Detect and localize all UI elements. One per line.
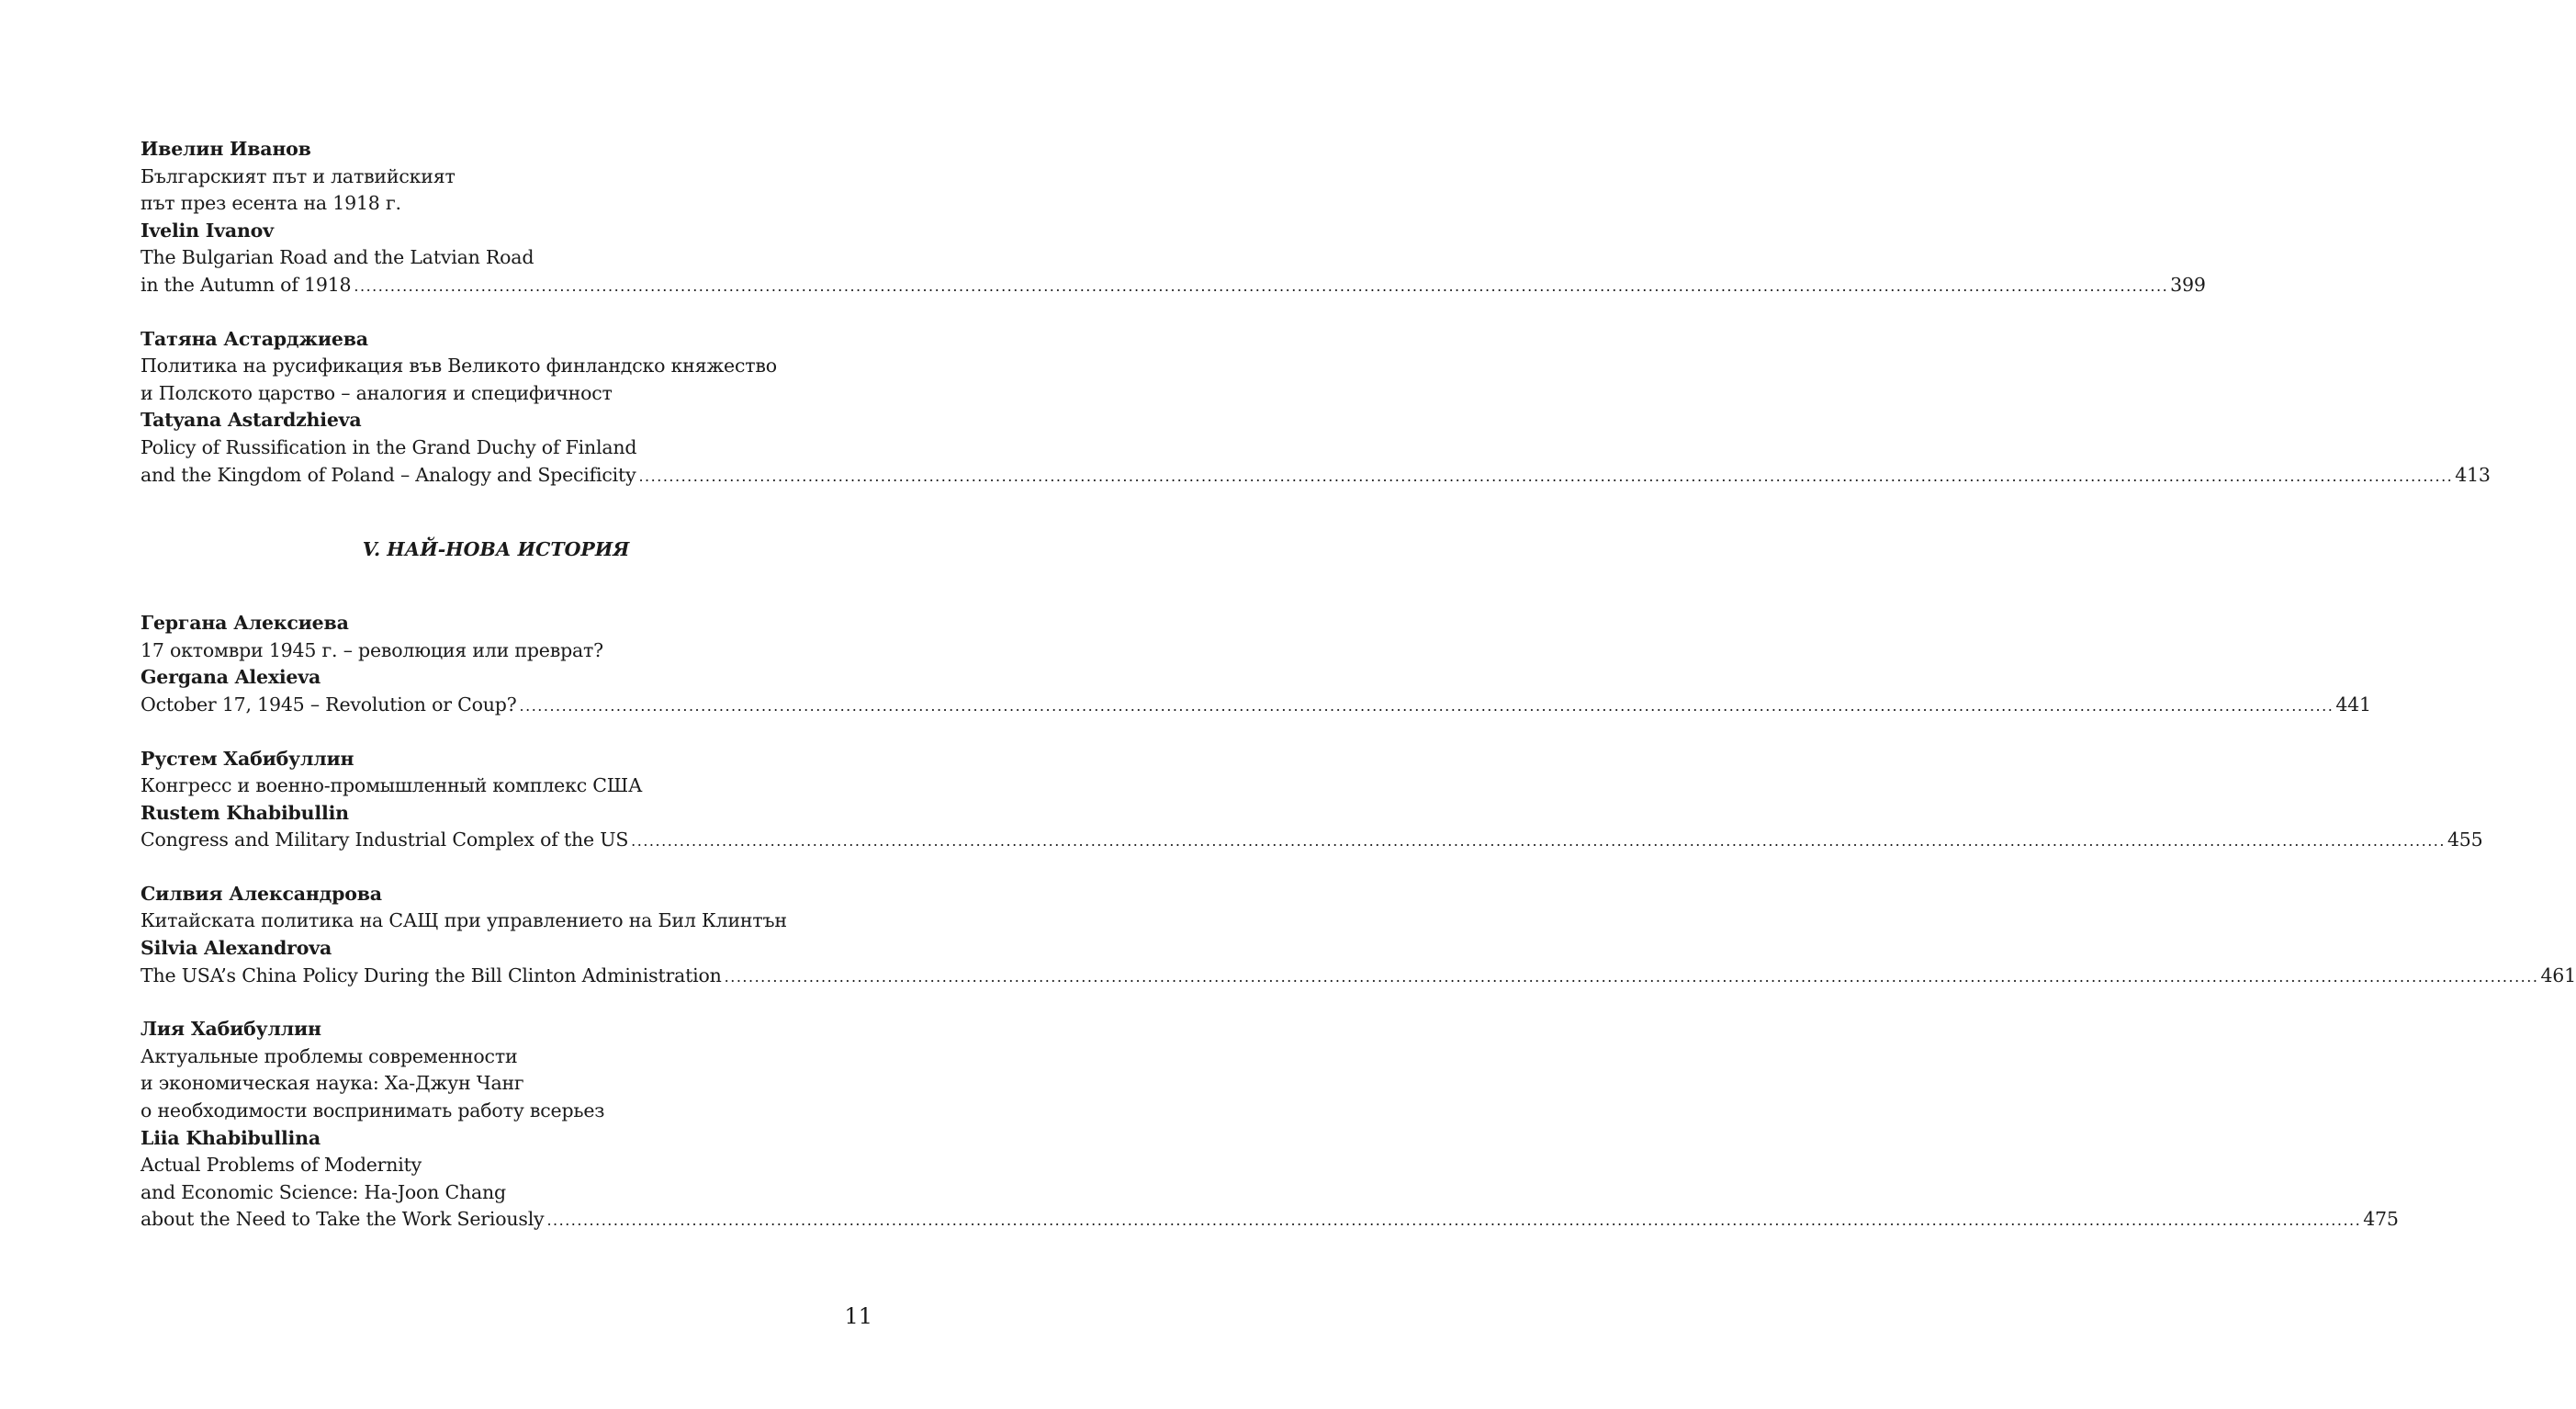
- author-name-en: Tatyana Astardzhieva: [141, 409, 362, 432]
- page-ref: 441: [2335, 693, 2371, 716]
- title-line-with-page: [141, 692, 2371, 719]
- author-name-en: Liia Khabibullina: [141, 1126, 321, 1149]
- title-line-with-page: [141, 963, 2576, 990]
- page-ref: 461: [2540, 964, 2576, 986]
- toc-entry: [141, 136, 2206, 299]
- dot-leader: ............................................................................................................................................................................................................................................................................................................: [631, 832, 2446, 851]
- title-line-en: about the Need to Take the Work Seriously: [141, 1208, 545, 1231]
- title-line-bg: 17 октомври 1945 г. – революция или преврат?: [141, 638, 603, 661]
- title-line-bg: Българският път и латвийският: [141, 164, 456, 187]
- title-line-bg: о необходимости воспринимать работу всерьез: [141, 1099, 605, 1122]
- author-name-en: Gergana Alexieva: [141, 666, 321, 689]
- page-number: 11: [844, 1303, 872, 1329]
- title-line-bg: Политика на русификация във Великото финландско княжество: [141, 355, 777, 378]
- author-name-en: Silvia Alexandrova: [141, 937, 332, 960]
- author-name-bg: Татяна Астарджиева: [141, 327, 368, 350]
- title-line-bg: път през есента на 1918 г.: [141, 192, 401, 215]
- title-line-bg: и экономическая наука: Ха-Джун Чанг: [141, 1072, 524, 1095]
- author-name-bg: Силвия Александрова: [141, 882, 382, 905]
- title-line-with-page: [141, 827, 2483, 854]
- title-line-bg: Китайската политика на САЩ при управлението на Бил Клинтън: [141, 909, 787, 932]
- dot-leader: ............................................................................................................................................................................................................................................................................................................: [638, 467, 2454, 485]
- dot-leader: ............................................................................................................................................................................................................................................................................................................: [724, 967, 2539, 986]
- title-line-en: The Bulgarian Road and the Latvian Road: [141, 246, 534, 269]
- title-line-en: October 17, 1945 – Revolution or Coup?: [141, 693, 517, 716]
- author-name-en: Rustem Khabibullin: [141, 801, 349, 824]
- page-ref: 475: [2363, 1208, 2399, 1231]
- toc-entry: [141, 1016, 2399, 1234]
- toc-entry: [141, 326, 2491, 490]
- toc-entry: [141, 610, 2371, 718]
- author-name-en: Ivelin Ivanov: [141, 219, 274, 242]
- section-heading: V. НАЙ-НОВА ИСТОРИЯ: [362, 538, 630, 561]
- page-ref: 455: [2447, 828, 2483, 851]
- author-name-bg: Ивелин Иванов: [141, 138, 311, 160]
- title-line-en: in the Autumn of 1918: [141, 273, 352, 296]
- title-line-bg: Конгресс и военно-промышленный комплекс США: [141, 774, 643, 797]
- table-of-contents: [141, 136, 2576, 1234]
- dot-leader: ............................................................................................................................................................................................................................................................................................................: [546, 1212, 2362, 1230]
- title-line-en: and Economic Science: Ha-Joon Chang: [141, 1180, 506, 1203]
- title-line-with-page: [141, 462, 2491, 490]
- toc-entry: [141, 746, 2483, 854]
- toc-entries-before-section: [141, 136, 2491, 489]
- dot-leader: ............................................................................................................................................................................................................................................................................................................: [354, 276, 2169, 295]
- toc-entry: [141, 881, 2576, 989]
- title-line-with-page: [141, 1206, 2399, 1234]
- toc-entries-after-section: [141, 610, 2576, 1234]
- page-ref: 413: [2455, 463, 2491, 486]
- title-line-bg: Актуальные проблемы современности: [141, 1044, 518, 1067]
- author-name-bg: Рустем Хабибуллин: [141, 747, 354, 770]
- page-ref: 399: [2170, 273, 2206, 296]
- dot-leader: ............................................................................................................................................................................................................................................................................................................: [519, 696, 2334, 715]
- author-name-bg: Гергана Алексиева: [141, 612, 349, 635]
- title-line-en: Congress and Military Industrial Complex of the US: [141, 828, 629, 851]
- title-line-en: Policy of Russification in the Grand Duchy of Finland: [141, 435, 637, 458]
- title-line-with-page: [141, 272, 2206, 299]
- title-line-en: Actual Problems of Modernity: [141, 1154, 422, 1177]
- title-line-bg: и Полското царство – аналогия и специфичност: [141, 381, 613, 404]
- author-name-bg: Лия Хабибуллин: [141, 1018, 321, 1041]
- title-line-en: and the Kingdom of Poland – Analogy and Specificity: [141, 463, 636, 486]
- title-line-en: The USA’s China Policy During the Bill Clinton Administration: [141, 964, 722, 986]
